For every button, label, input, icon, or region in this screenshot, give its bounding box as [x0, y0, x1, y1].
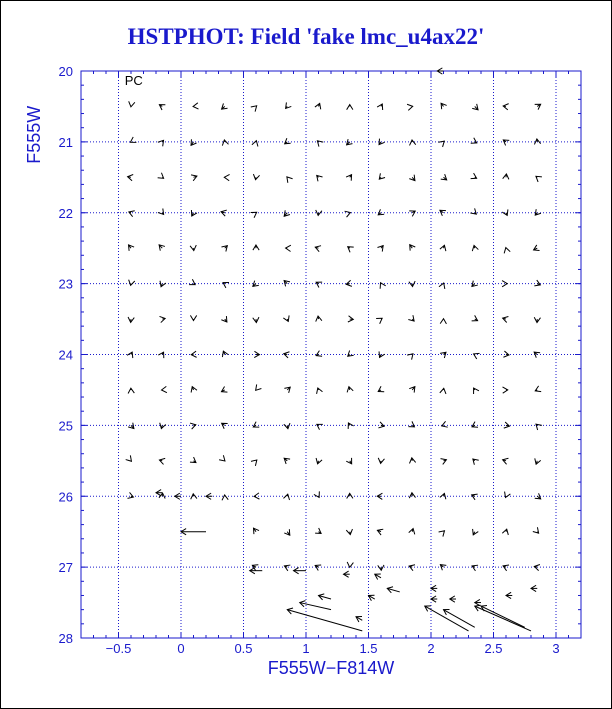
arrow-head — [316, 458, 322, 464]
arrow-head — [472, 494, 478, 500]
arrow-head — [190, 315, 196, 320]
vector-marker — [251, 212, 257, 217]
vector-marker — [503, 316, 509, 322]
vector-marker — [534, 317, 540, 322]
arrow-head — [159, 105, 165, 110]
vector-marker — [440, 210, 446, 215]
vector-arrow — [175, 493, 181, 499]
arrow-head — [253, 422, 259, 427]
vector-marker — [221, 246, 227, 252]
vector-arrow — [344, 571, 350, 577]
arrow-head — [407, 354, 413, 360]
vector-marker — [472, 245, 478, 251]
vector-marker — [254, 528, 260, 534]
arrow-head — [440, 210, 446, 215]
vector-marker — [535, 458, 541, 464]
vector-marker — [348, 350, 354, 356]
vector-marker — [442, 421, 448, 427]
vector-marker — [253, 281, 259, 287]
vector-marker — [219, 455, 225, 461]
vector-marker — [535, 493, 541, 499]
vector-marker — [503, 174, 509, 179]
vector-arrow — [531, 585, 537, 591]
vector-marker — [348, 247, 354, 253]
vector-marker — [503, 104, 508, 110]
vector-marker — [287, 177, 293, 183]
arrow-head — [440, 493, 446, 499]
arrow-head — [440, 319, 446, 324]
vector-arrow — [431, 596, 437, 602]
y-tick-label: 28 — [58, 631, 73, 646]
vector-marker — [158, 352, 163, 358]
x-tick-labels — [106, 641, 560, 656]
vector-marker — [348, 316, 353, 322]
vector-marker — [162, 386, 167, 392]
vector-marker — [190, 245, 196, 250]
vector-arrow — [319, 594, 332, 600]
vector-marker — [410, 245, 416, 251]
arrow-head — [409, 529, 415, 535]
arrow-shaft — [287, 610, 362, 631]
arrow-head — [287, 177, 293, 183]
vector-marker — [158, 208, 164, 214]
vector-arrow — [181, 529, 206, 535]
x-tick-label: 0 — [177, 641, 185, 656]
arrow-head — [251, 106, 257, 112]
x-tick-label: −0.5 — [105, 641, 132, 656]
vector-marker — [283, 494, 289, 500]
vector-arrow — [444, 609, 475, 627]
vector-marker — [376, 318, 382, 323]
vector-marker — [315, 103, 321, 109]
arrow-head — [251, 460, 257, 466]
vector-marker — [159, 105, 165, 110]
vector-marker — [285, 138, 291, 144]
vector-marker — [409, 529, 415, 535]
vector-marker — [441, 103, 447, 109]
vector-marker — [346, 529, 352, 535]
vector-marker — [440, 245, 446, 251]
arrow-head — [221, 387, 227, 393]
vector-marker — [378, 458, 384, 464]
vector-marker — [284, 565, 290, 571]
arrow-head — [502, 209, 508, 215]
y-tick-label: 20 — [58, 64, 73, 79]
arrow-head — [347, 105, 353, 110]
vector-marker — [377, 104, 383, 110]
arrow-head — [316, 282, 322, 287]
arrow-shaft — [481, 606, 525, 627]
arrow-head — [472, 245, 478, 251]
vector-marker — [471, 138, 477, 143]
vector-marker — [347, 387, 353, 393]
vector-marker — [224, 174, 229, 180]
vector-marker — [377, 529, 383, 535]
arrow-head — [377, 529, 383, 535]
x-tick-label: 3 — [552, 641, 560, 656]
arrow-head — [286, 245, 291, 251]
vector-marker — [440, 352, 446, 358]
arrow-head — [474, 353, 480, 359]
vector-marker — [190, 423, 196, 429]
vector-marker — [345, 211, 351, 217]
arrow-head — [442, 421, 448, 427]
x-tick-label: 1.5 — [359, 641, 378, 656]
vector-marker — [502, 209, 508, 215]
vector-marker — [536, 424, 542, 430]
arrow-head — [441, 459, 447, 465]
arrow-head — [224, 174, 229, 180]
vector-marker — [502, 529, 508, 535]
arrow-head — [410, 140, 416, 145]
arrow-head — [316, 351, 322, 357]
arrow-head — [535, 104, 541, 109]
arrow-head — [317, 388, 323, 394]
vector-marker — [126, 455, 132, 461]
chip-annotation: PC — [124, 73, 143, 89]
vector-marker — [473, 459, 479, 465]
arrow-head — [160, 316, 166, 322]
arrow-head — [283, 494, 289, 500]
vector-marker — [474, 353, 480, 359]
vector-marker — [190, 315, 196, 320]
vector-marker — [535, 386, 541, 392]
y-tick-label: 23 — [58, 276, 73, 292]
vector-marker — [473, 529, 479, 535]
vector-marker — [129, 101, 135, 107]
vector-marker — [159, 458, 165, 464]
arrow-head — [378, 458, 384, 464]
vector-marker — [253, 245, 259, 250]
vector-marker — [409, 458, 415, 464]
vector-marker — [439, 283, 445, 289]
vector-marker — [158, 173, 164, 179]
vector-marker — [284, 387, 290, 393]
vector-marker — [408, 315, 414, 321]
vector-marker — [251, 460, 257, 466]
vector-marker — [284, 529, 290, 535]
vector-marker — [503, 565, 509, 571]
arrow-shaft — [300, 603, 331, 610]
vector-marker — [440, 493, 446, 499]
vector-marker — [314, 491, 319, 497]
arrow-head — [129, 101, 135, 107]
vector-marker — [128, 492, 134, 498]
chart-title: HSTPHOT: Field 'fake lmc_u4ax22' — [127, 24, 485, 49]
arrow-head — [162, 386, 167, 392]
arrow-head — [345, 211, 351, 217]
arrow-head — [191, 494, 197, 499]
arrow-head — [159, 458, 165, 464]
vector-marker — [407, 354, 413, 360]
arrow-head — [256, 384, 262, 390]
arrow-head — [503, 316, 509, 322]
vector-marker — [474, 388, 479, 394]
vector-marker — [534, 280, 540, 286]
arrow-head — [314, 491, 319, 497]
vector-marker — [534, 139, 540, 144]
vector-marker — [409, 281, 415, 286]
y-tick-labels — [59, 64, 73, 646]
arrow-head — [438, 141, 444, 147]
arrow-head — [439, 283, 445, 289]
vector-marker — [222, 495, 228, 500]
arrow-head — [129, 280, 135, 286]
vector-marker — [535, 104, 541, 109]
vector-marker — [408, 421, 414, 426]
vector-arrow — [300, 601, 331, 610]
vector-marker — [377, 246, 383, 252]
vector-arrow — [450, 596, 456, 602]
vector-marker — [316, 282, 322, 287]
vector-marker — [129, 211, 135, 217]
vector-marker — [472, 315, 478, 321]
vector-marker — [191, 387, 197, 393]
arrow-head — [315, 103, 321, 109]
arrow-head — [193, 103, 198, 109]
arrow-head — [251, 212, 257, 217]
arrow-head — [535, 458, 541, 464]
vector-marker — [127, 352, 133, 358]
vector-arrow — [369, 595, 375, 600]
arrow-head — [504, 248, 510, 254]
vector-marker — [191, 494, 197, 499]
vector-marker — [222, 423, 228, 428]
vector-marker — [253, 422, 259, 427]
vector-marker — [503, 140, 509, 146]
arrow-head — [128, 492, 134, 498]
vector-marker — [409, 565, 415, 571]
vector-marker — [317, 141, 323, 147]
vector-marker — [129, 245, 135, 251]
arrow-shaft — [444, 610, 475, 628]
arrow-head — [472, 565, 478, 571]
vector-marker — [315, 246, 321, 252]
x-axis-title: F555W−F814W — [267, 658, 395, 678]
vector-marker — [193, 103, 198, 109]
vector-marker — [534, 564, 540, 570]
vector-arrow — [387, 587, 400, 593]
vector-arrow — [481, 606, 525, 628]
arrow-head — [346, 175, 352, 181]
vector-marker — [536, 176, 542, 182]
arrow-head — [191, 387, 197, 393]
arrow-head — [253, 174, 259, 180]
vector-marker — [472, 104, 478, 110]
arrow-head — [190, 423, 196, 429]
vector-marker — [256, 384, 262, 390]
vector-marker — [470, 208, 476, 214]
vector-marker — [441, 174, 447, 180]
vector-marker — [409, 211, 415, 216]
vector-marker — [409, 175, 415, 181]
x-tick-label: 1 — [302, 641, 310, 656]
vector-arrow — [206, 493, 212, 499]
arrow-head — [505, 492, 511, 498]
vector-marker — [284, 458, 290, 464]
vector-arrow — [506, 592, 512, 598]
arrow-head — [440, 245, 446, 251]
vector-marker — [472, 565, 478, 571]
vector-marker — [410, 140, 416, 145]
vector-marker — [315, 528, 321, 533]
vector-marker — [471, 173, 477, 179]
arrow-head — [503, 387, 508, 393]
y-tick-label: 24 — [58, 347, 73, 363]
vector-marker — [286, 102, 292, 108]
vector-marker — [316, 458, 322, 464]
arrow-head — [473, 529, 479, 535]
vector-marker — [439, 531, 445, 537]
vector-marker — [504, 248, 510, 254]
arrow-head — [408, 421, 414, 426]
vector-marker — [438, 141, 444, 147]
arrow-head — [534, 280, 540, 286]
arrow-head — [503, 458, 509, 464]
arrow-head — [376, 318, 382, 323]
vector-arrow — [356, 617, 362, 622]
vector-marker — [503, 387, 508, 393]
y-tick-label: 22 — [58, 205, 73, 221]
arrow-head — [158, 352, 163, 358]
arrow-head — [126, 455, 132, 461]
vector-marker — [472, 422, 478, 428]
arrow-head — [222, 140, 228, 146]
y-tick-label: 25 — [58, 418, 73, 434]
vector-marker — [441, 459, 447, 465]
vector-marker — [440, 565, 446, 571]
vector-marker — [283, 315, 289, 321]
vector-marker — [128, 175, 134, 181]
arrow-head — [346, 458, 351, 464]
vector-marker — [379, 173, 385, 179]
vector-marker — [503, 458, 509, 464]
arrow-head — [219, 455, 225, 461]
arrow-head — [284, 565, 290, 571]
y-axis-title: F555W — [24, 105, 44, 164]
arrow-head — [128, 388, 134, 393]
arrow-head — [534, 245, 540, 251]
arrow-head — [440, 388, 446, 394]
vector-marker — [378, 209, 384, 215]
arrow-head — [315, 246, 321, 252]
vector-marker — [251, 106, 257, 112]
vector-marker — [159, 245, 165, 251]
vector-marker — [409, 387, 415, 393]
vector-arrow — [294, 568, 307, 574]
vector-marker — [346, 175, 352, 181]
vector-marker — [191, 175, 197, 181]
arrow-head — [474, 388, 479, 394]
arrow-head — [190, 457, 196, 463]
vector-marker — [407, 104, 413, 110]
vector-marker — [160, 316, 166, 322]
arrow-shaft — [475, 606, 531, 631]
vector-marker — [284, 281, 290, 287]
vector-marker — [472, 494, 478, 500]
vector-marker — [158, 140, 164, 146]
vector-marker — [317, 175, 323, 181]
vector-arrow — [431, 585, 437, 591]
y-tick-label: 27 — [58, 560, 73, 576]
x-tick-label: 2 — [427, 641, 435, 656]
vector-marker — [348, 423, 353, 429]
vector-marker — [440, 319, 446, 324]
vector-marker — [284, 423, 290, 429]
x-tick-label: 0.5 — [234, 641, 253, 656]
arrow-head — [378, 386, 384, 391]
vector-marker — [316, 351, 322, 357]
arrow-head — [409, 211, 415, 216]
arrow-head — [127, 352, 133, 358]
arrow-head — [222, 495, 228, 500]
vector-marker — [253, 174, 259, 180]
vector-marker — [378, 386, 384, 391]
vector-marker — [347, 105, 353, 110]
arrow-head — [347, 562, 353, 567]
vector-marker — [409, 493, 415, 498]
vector-marker — [534, 245, 540, 251]
vector-marker — [316, 316, 322, 322]
arrow-head — [503, 565, 509, 571]
vector-marker — [286, 245, 291, 251]
vector-marker — [253, 317, 259, 322]
arrow-head — [222, 423, 228, 428]
vector-marker — [440, 388, 446, 394]
vector-marker — [284, 210, 290, 216]
vector-arrow — [250, 568, 263, 574]
vector-marker — [190, 457, 196, 463]
vector-marker — [129, 280, 135, 286]
vector-arrow — [475, 599, 481, 605]
vector-marker — [128, 388, 134, 393]
y-tick-label: 21 — [58, 134, 73, 150]
arrow-head — [191, 175, 197, 181]
arrow-head — [283, 315, 289, 321]
vector-marker — [346, 458, 351, 464]
vector-marker — [347, 562, 353, 567]
arrow-head — [129, 211, 135, 217]
vector-arrow — [375, 574, 381, 579]
vector-marker — [535, 209, 541, 215]
vector-field — [126, 68, 542, 631]
vector-marker — [128, 317, 134, 322]
vector-marker — [221, 316, 227, 322]
arrow-head — [502, 529, 508, 535]
arrow-head — [315, 528, 321, 533]
arrow-head — [315, 565, 321, 571]
arrow-head — [535, 386, 541, 392]
arrow-head — [407, 104, 413, 110]
x-tick-label: 2.5 — [484, 641, 503, 656]
vector-marker — [533, 527, 539, 533]
vector-arrow — [287, 608, 362, 631]
vector-marker — [317, 388, 323, 394]
arrow-head — [409, 565, 415, 571]
vector-marker — [222, 140, 228, 146]
y-tick-label: 26 — [58, 489, 73, 505]
arrow-head — [190, 245, 196, 250]
vector-marker — [505, 492, 511, 498]
vector-arrow — [437, 68, 443, 74]
vector-marker — [222, 103, 228, 109]
vector-marker — [221, 387, 227, 393]
vector-marker — [315, 565, 321, 571]
arrow-head — [347, 387, 353, 393]
